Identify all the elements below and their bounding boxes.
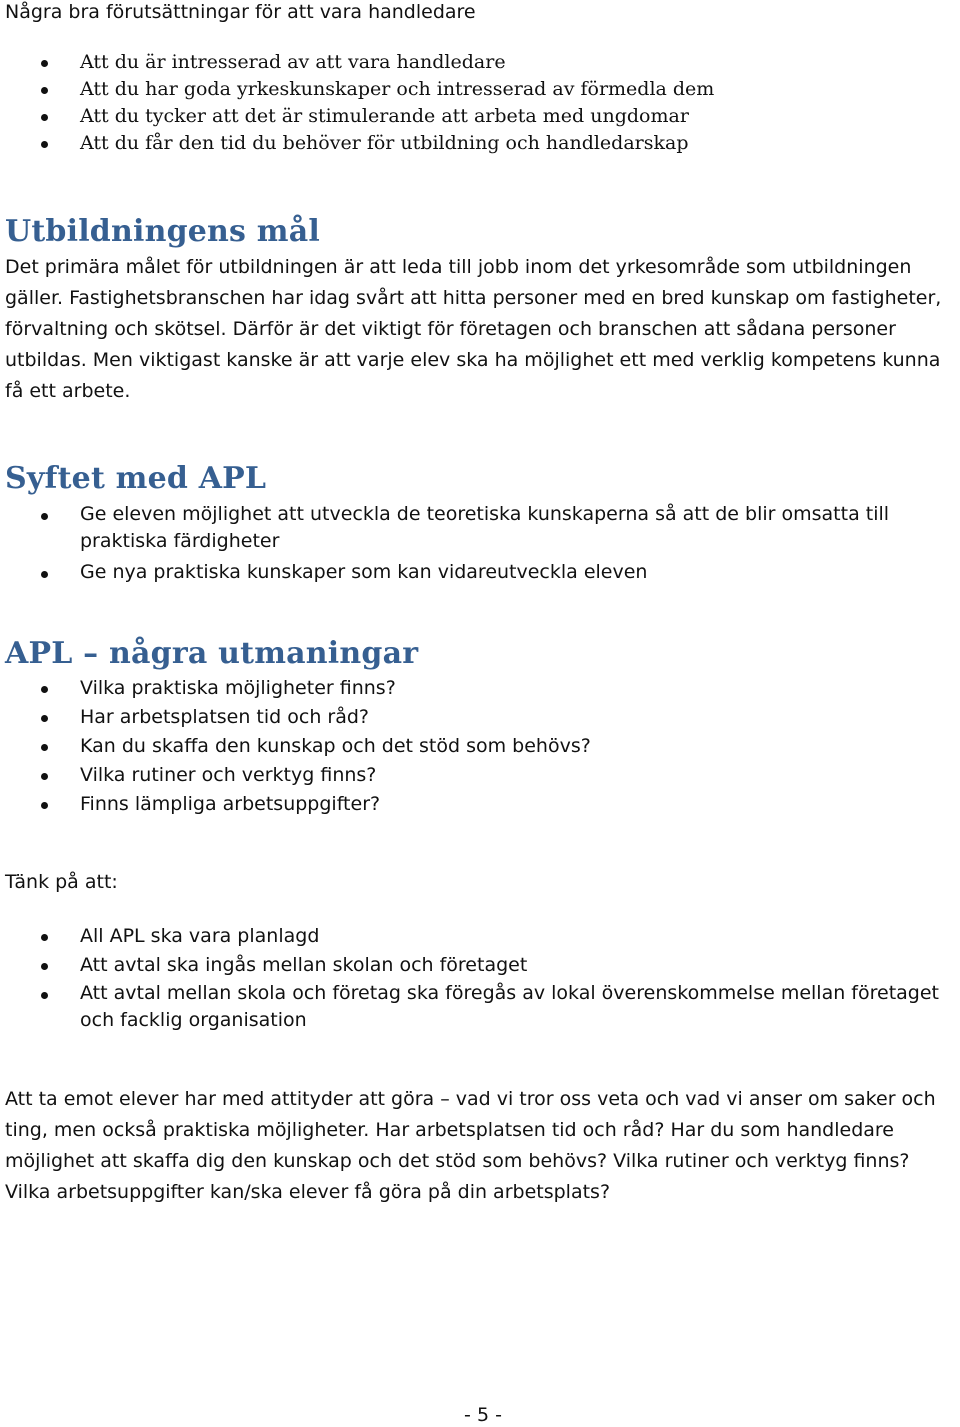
intro-list	[5, 49, 956, 157]
list-item: Kan du skaffa den kunskap och det stöd som behövs?	[5, 732, 956, 761]
bullet-icon	[41, 744, 48, 751]
page-number: - 5 -	[464, 1404, 502, 1426]
list-item: Att du tycker att det är stimulerande att arbeta med ungdomar	[5, 103, 956, 130]
bullet-icon	[41, 963, 48, 970]
intro-title: Några bra förutsättningar för att vara handledare	[5, 1, 476, 23]
list-item: Vilka rutiner och verktyg finns?	[5, 761, 956, 790]
bullet-icon	[41, 715, 48, 722]
challenges-list	[5, 674, 956, 819]
bullet-icon	[41, 773, 48, 780]
bullet-icon	[41, 141, 48, 148]
list-item: Att du är intresserad av att vara handledare	[5, 49, 956, 76]
bullet-icon	[41, 114, 48, 121]
bullet-icon	[41, 513, 48, 520]
challenges-heading: APL – några utmaningar	[5, 636, 419, 671]
list-item: Vilka praktiska möjligheter finns?	[5, 674, 956, 703]
consider-list	[5, 922, 956, 1034]
bullet-icon	[41, 87, 48, 94]
goals-paragraph: Det primära målet för utbildningen är att leda till jobb inom det yrkesområde som utbildningen gäller. Fastighetsbranschen har idag svårt att hitta personer med en bred kunskap om fastigheter, förvaltning och skötsel. Därför är det viktigt för företagen och branschen att sådana personer utbildas. Men viktigast kanske är att varje elev ska ha möjlighet ett med verklig kompetens kunna få ett arbete.	[5, 256, 942, 402]
list-item: Att du får den tid du behöver för utbildning och handledarskap	[5, 130, 956, 157]
goals-heading: Utbildningens mål	[5, 214, 320, 249]
bullet-icon	[41, 992, 48, 999]
list-item: Har arbetsplatsen tid och råd?	[5, 703, 956, 732]
bullet-icon	[41, 686, 48, 693]
purpose-heading: Syftet med APL	[5, 461, 267, 496]
bullet-icon	[41, 934, 48, 941]
consider-title: Tänk på att:	[5, 871, 118, 893]
bullet-icon	[41, 60, 48, 67]
list-item: Ge nya praktiska kunskaper som kan vidareutveckla eleven	[5, 559, 956, 586]
list-item: Att du har goda yrkeskunskaper och intresserad av förmedla dem	[5, 76, 956, 103]
bullet-icon	[41, 802, 48, 809]
bullet-icon	[41, 571, 48, 578]
list-item: Ge eleven möjlighet att utveckla de teoretiska kunskaperna så att de blir omsatta till praktiska färdigheter	[5, 501, 956, 555]
list-item: All APL ska vara planlagd	[5, 922, 956, 951]
list-item: Att avtal mellan skola och företag ska föregås av lokal överenskommelse mellan företaget och facklig organisation	[5, 980, 956, 1034]
closing-paragraph: Att ta emot elever har med attityder att göra – vad vi tror oss veta och vad vi anser om saker och ting, men också praktiska möjligheter. Har arbetsplatsen tid och råd? Har du som handledare möjlighet att skaffa dig den kunskap och det stöd som behövs? Vilka rutiner och verktyg finns? Vilka arbetsuppgifter kan/ska elever få göra på din arbetsplats?	[5, 1088, 936, 1203]
list-item: Finns lämpliga arbetsuppgifter?	[5, 790, 956, 819]
list-item: Att avtal ska ingås mellan skolan och företaget	[5, 951, 956, 980]
purpose-list	[5, 501, 956, 586]
